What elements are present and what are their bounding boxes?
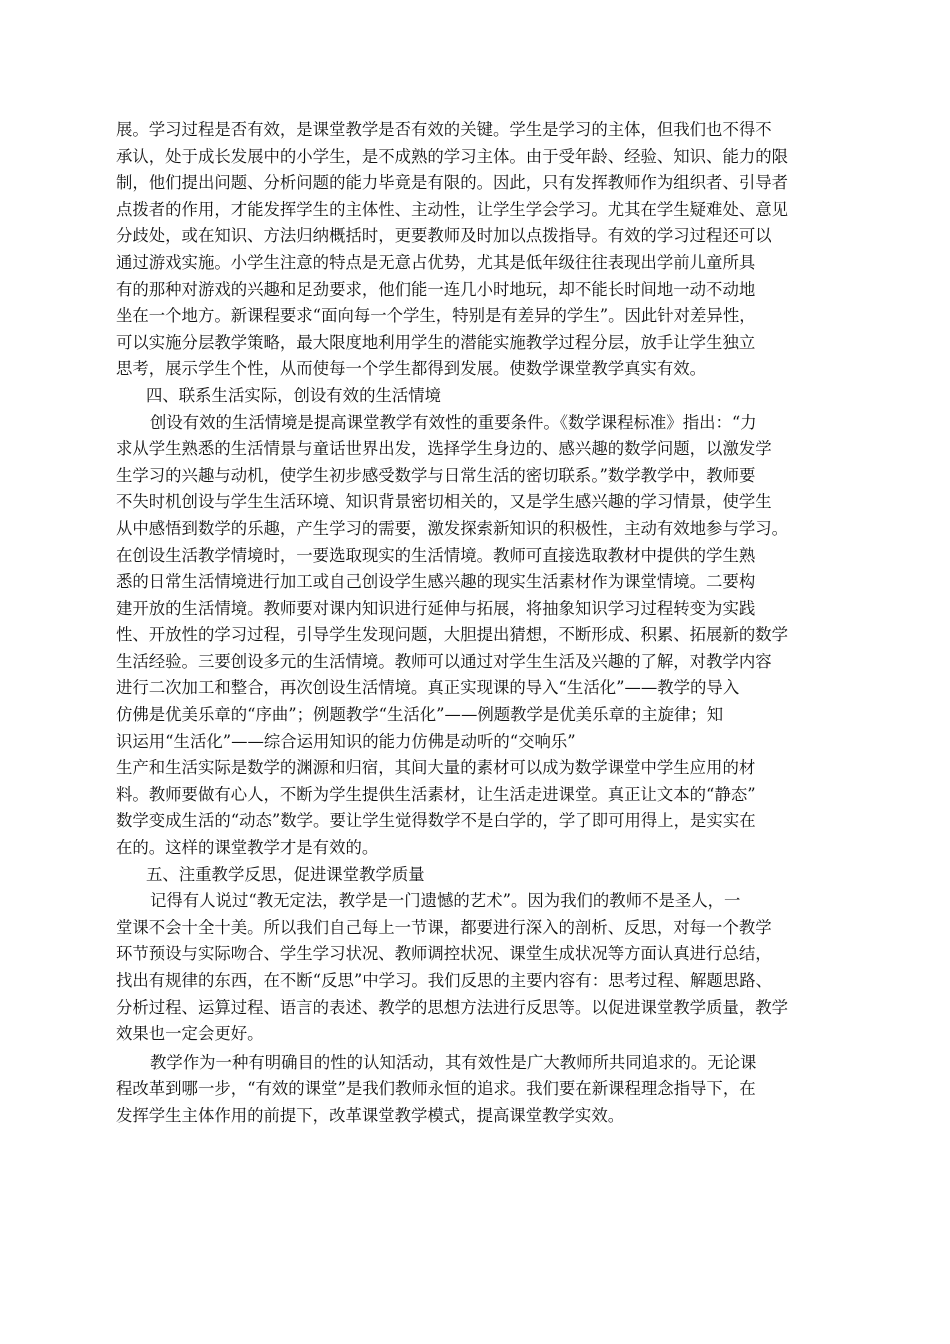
document-page [116, 117, 861, 1130]
section-heading: 五、注重教学反思，促进课堂教学质量 [146, 864, 425, 884]
text-line: 可以实施分层教学策略，最大限度地利用学生的潜能实施教学过程分层，放手让学生独立 [116, 332, 756, 352]
text-line: 生产和生活实际是数学的渊源和归宿，其间大量的素材可以成为数学课堂中学生应用的材 [116, 758, 756, 778]
text-line: 仿佛是优美乐章的“序曲”；例题教学“生活化”——例题教学是优美乐章的主旋律；知 [116, 705, 724, 725]
text-line: 有的那种对游戏的兴趣和足劲要求，他们能一连几小时地玩，却不能长时间地一动不动地 [116, 279, 756, 299]
text-line: 堂课不会十全十美。所以我们自己每上一节课，都要进行深入的剖析、反思，对每一个教学 [116, 917, 772, 937]
text-line: 在创设生活教学情境时，一要选取现实的生活情境。教师可直接选取教材中提供的学生熟 [116, 545, 756, 565]
text-line: 创设有效的生活情境是提高课堂教学有效性的重要条件。《数学课程标准》指出：“力 [150, 412, 757, 432]
text-line: 教学作为一种有明确目的性的认知活动，其有效性是广大教师所共同追求的。无论课 [150, 1052, 757, 1072]
text-line: 分歧处，或在知识、方法归纳概括时，更要教师及时加以点拨指导。有效的学习过程还可以 [116, 226, 772, 246]
section-heading: 四、联系生活实际，创设有效的生活情境 [146, 385, 442, 405]
text-line: 料。教师要做有心人，不断为学生提供生活素材，让生活走进课堂。真正让文本的“静态” [116, 784, 756, 804]
text-line: 点拨者的作用，才能发挥学生的主体性、主动性，让学生学会学习。尤其在学生疑难处、意见 [116, 199, 789, 219]
text-line: 不失时机创设与学生生活环境、知识背景密切相关的，又是学生感兴趣的学习情景，使学生 [116, 492, 772, 512]
text-line: 生活经验。三要创设多元的生活情境。教师可以通过对学生生活及兴趣的了解，对教学内容 [116, 651, 772, 671]
text-line: 求从学生熟悉的生活情景与童话世界出发，选择学生身边的、感兴趣的数学问题，以激发学 [116, 439, 772, 459]
text-line: 识运用“生活化”——综合运用知识的能力仿佛是动听的“交响乐” [116, 731, 576, 751]
text-line: 制，他们提出问题、分析问题的能力毕竟是有限的。因此，只有发挥教师作为组织者、引导者 [116, 173, 789, 193]
text-line: 承认，处于成长发展中的小学生，是不成熟的学习主体。由于受年龄、经验、知识、能力的限 [116, 146, 789, 166]
text-line: 展。学习过程是否有效，是课堂教学是否有效的关键。学生是学习的主体，但我们也不得不 [116, 120, 772, 139]
text-line: 环节预设与实际吻合、学生学习状况、教师调控状况、课堂生成状况等方面认真进行总结， [116, 944, 772, 964]
text-line: 建开放的生活情境。教师要对课内知识进行延伸与拓展，将抽象知识学习过程转变为实践 [116, 598, 756, 618]
text-line: 坐在一个地方。新课程要求“面向每一个学生，特别是有差异的学生”。因此针对差异性， [116, 306, 756, 326]
text-line: 从中感悟到数学的乐趣，产生学习的需要，激发探索新知识的积极性，主动有效地参与学习。 [116, 518, 789, 538]
text-line: 在的。这样的课堂教学才是有效的。 [116, 838, 379, 858]
text-line: 进行二次加工和整合，再次创设生活情境。真正实现课的导入“生活化”——教学的导入 [116, 678, 740, 698]
text-line: 思考，展示学生个性，从而使每一个学生都得到发展。使数学课堂教学真实有效。 [116, 359, 707, 379]
text-line: 程改革到哪一步，“有效的课堂”是我们教师永恒的追求。我们要在新课程理念指导下，在 [116, 1079, 756, 1099]
text-line: 悉的日常生活情境进行加工或自己创设学生感兴趣的现实生活素材作为课堂情境。二要构 [116, 572, 756, 592]
text-line: 通过游戏实施。小学生注意的特点是无意占优势，尤其是低年级往往表现出学前儿童所具 [116, 252, 756, 272]
text-line: 记得有人说过“教无定法，教学是一门遗憾的艺术”。因为我们的教师不是圣人，一 [150, 891, 741, 911]
text-line: 找出有规律的东西，在不断“反思”中学习。我们反思的主要内容有：思考过程、解题思路、 [116, 971, 772, 990]
text-line: 效果也一定会更好。 [116, 1024, 264, 1044]
text-line: 分析过程、运算过程、语言的表述、教学的思想方法进行反思等。以促进课堂教学质量，教学 [116, 997, 789, 1017]
text-line: 生学习的兴趣与动机，使学生初步感受数学与日常生活的密切联系。”数学教学中，教师要 [116, 465, 756, 485]
text-line: 数学变成生活的“动态”数学。要让学生觉得数学不是白学的，学了即可用得上，是实实在 [116, 811, 756, 831]
text-line: 性、开放性的学习过程，引导学生发现问题，大胆提出猜想，不断形成、积累、拓展新的数学 [116, 625, 789, 645]
text-line: 发挥学生主体作用的前提下，改革课堂教学模式，提高课堂教学实效。 [116, 1105, 625, 1125]
